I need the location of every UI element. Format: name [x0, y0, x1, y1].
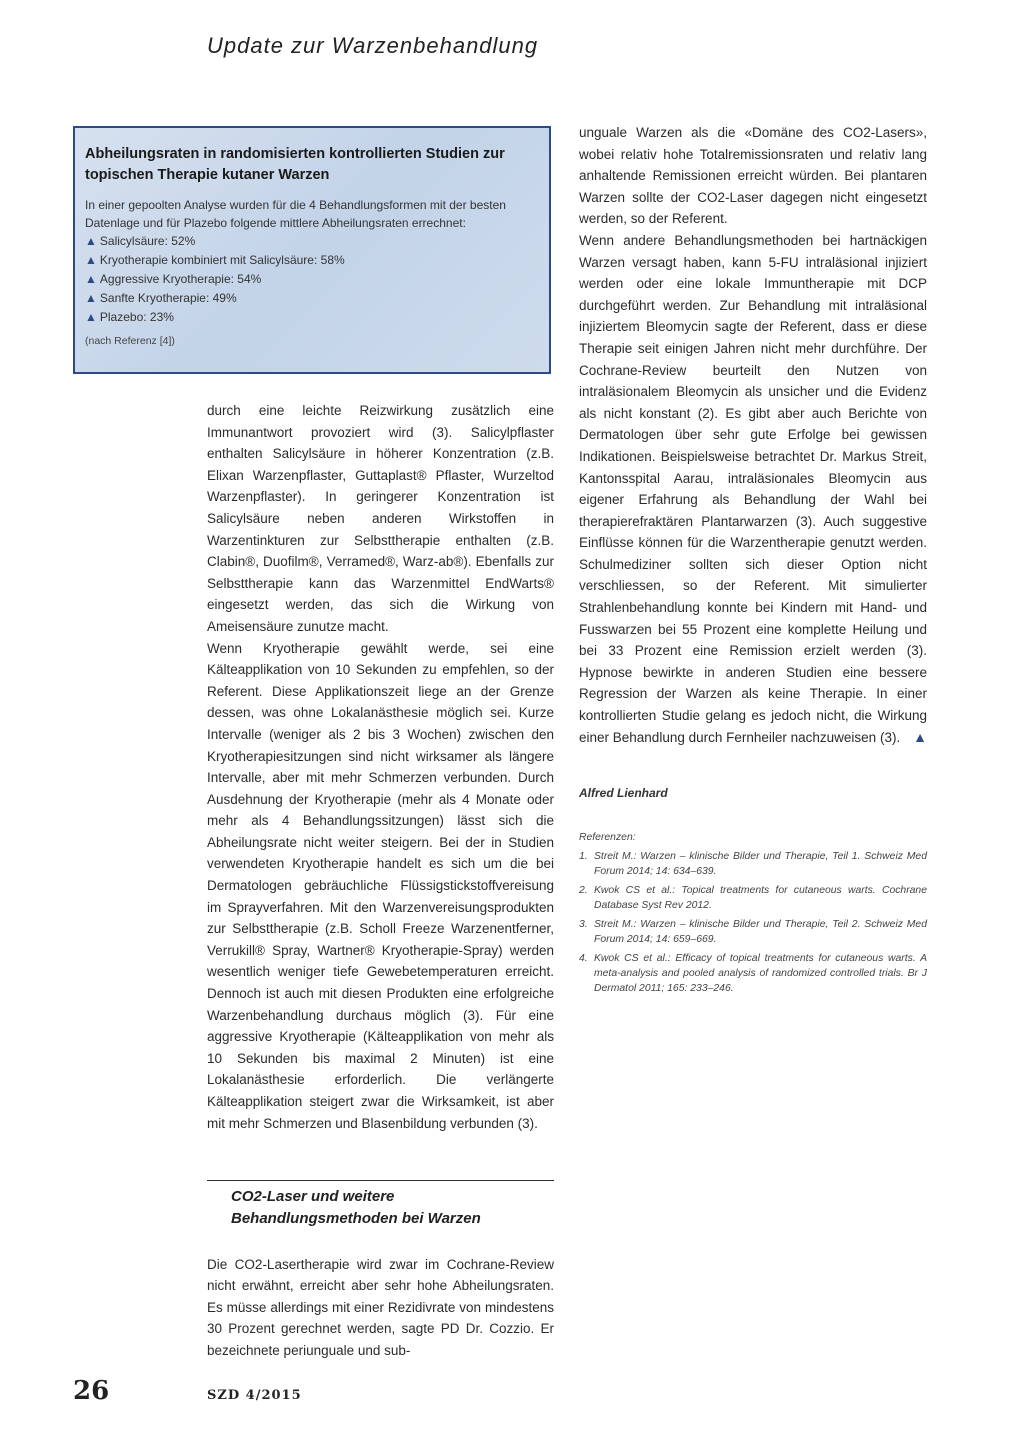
- triangle-up-icon: ▲: [913, 728, 927, 745]
- section-heading: CO2-Laser und weitere Behandlungsmethoden bei Warzen: [231, 1188, 481, 1227]
- body-paragraph: Die CO2-Lasertherapie wird zwar im Cochrane-Review nicht erwähnt, erreicht aber sehr hohe Abheilungsraten. Es müsse allerdings mit einer Rezidivrate von mindestens 30 Prozent gerechnet werden, sagte PD Dr. Cozzio. Er bezeichnete periunguale und sub-: [207, 1256, 554, 1358]
- reference-item: 1. Streit M.: Warzen – klinische Bilder und Therapie, Teil 1. Schweiz Med Forum 2014; 14: 634–639.: [579, 851, 927, 877]
- triangle-up-icon: ▲: [85, 291, 97, 305]
- body-paragraph: durch eine leichte Reizwirkung zusätzlich eine Immunantwort provoziert wird (3). Salicylpflaster enthalten Salicylsäure in höherer Konzentration (z.B. Elixan Warzenpflaster, Guttaplast® Pflaster, Wurzeltod Warzenpflaster). In geringerer Konzentration ist Salicylsäure neben anderen Wirkstoffen in Warzentinkturen zur Selbsttherapie enthalten (z.B. Clabin®, Duofilm®, Verramed®, Warz-ab®). Ebenfalls zur Selbsttherapie kann das Warzenmittel EndWarts® eingesetzt werden, das sich die Wirkung von Ameisensäure zunutze macht.: [207, 403, 554, 634]
- body-paragraph: Wenn Kryotherapie gewählt werde, sei eine Kälteapplikation von 10 Sekunden zu empfehlen, so der Referent. Diese Applikationszeit liege an der Grenze dessen, was ohne Lokalanästhesie möglich sei. Kurze Intervalle (weniger als 2 bis 3 Wochen) zwischen den Kryotherapiesitzungen sind nicht wirksamer als längere Intervalle, aber mit mehr Schmerzen verbunden. Durch Ausdehnung der Kryotherapie (mehr als 4 Monate oder mehr als 4 Behandlungssitzungen) lässt sich die Abheilungsrate nicht weiter steigern. Bei der in Studien verwendeten Kryotherapie handelt es sich um die bei Dermatologen gebräuchliche Flüssigstickstoffvereisung im Sprayverfahren. Mit den Warzenvereisungsprodukten zur Selbsttherapie (z.B. Scholl Freeze Warzenentferner, Verrukill® Spray, Wartner® Kryotherapie-Spray) werden wesentlich weniger tiefe Gewebetemperaturen erreicht. Dennoch ist auch mit diesen Produkten eine erfolgreiche Warzenbehandlung durchaus möglich (3). Für eine aggressive Kryotherapie (Kälteapplikation von mehr als 10 Sekunden bis maximal 2 Minuten) ist eine Lokalanästhesie erforderlich. Die verlängerte Kälteapplikation steigert zwar die Wirksamkeit, ist aber mit mehr Schmerzen und Blasenbildung verbunden (3).: [207, 640, 554, 1131]
- triangle-up-icon: ▲: [85, 310, 97, 324]
- left-column: [207, 400, 554, 1134]
- list-item: ▲ Aggressive Kryotherapie: 54%: [85, 272, 262, 286]
- info-box-list: [85, 232, 539, 327]
- list-item: ▲ Sanfte Kryotherapie: 49%: [85, 291, 237, 305]
- references-list: [579, 849, 927, 996]
- info-box-title: Abheilungsraten in randomisierten kontrollierten Studien zur topischen Therapie kutaner Warzen: [85, 146, 505, 183]
- info-box: [73, 126, 551, 374]
- page-number: 26: [73, 1376, 110, 1406]
- reference-item: 4. Kwok CS et al.: Efficacy of topical treatments for cutaneous warts. A meta-analysis and pooled analysis of randomized controlled trials. Br J Dermatol 2011; 165: 233–246.: [579, 953, 927, 994]
- list-item: ▲ Salicylsäure: 52%: [85, 234, 196, 248]
- triangle-up-icon: ▲: [85, 253, 97, 267]
- list-item: ▲ Kryotherapie kombiniert mit Salicylsäure: 58%: [85, 253, 345, 267]
- list-item: ▲ Plazebo: 23%: [85, 310, 174, 324]
- running-header: Update zur Warzenbehandlung: [207, 33, 539, 58]
- body-paragraph: unguale Warzen als die «Domäne des CO2-Lasers», wobei relativ hohe Totalremissionsraten und relativ lang anhaltende Remissionen erreicht würden. Bei plantaren Warzen sollte der CO2-Laser dagegen nicht eingesetzt werden, so der Referent.: [579, 125, 927, 227]
- section-divider: [207, 1180, 554, 1181]
- references-label: Referenzen:: [579, 832, 636, 843]
- journal-issue: SZD 4/2015: [207, 1388, 302, 1403]
- right-column: [579, 122, 927, 748]
- info-box-reference: (nach Referenz [4]): [85, 335, 175, 347]
- author-name: Alfred Lienhard: [579, 786, 668, 800]
- references: [579, 830, 927, 1000]
- body-paragraph: Wenn andere Behandlungsmethoden bei hartnäckigen Warzen versagt haben, kann 5-FU intraläsional injiziert werden oder eine lokale Immuntherapie mit DCP durchgeführt werden. Zur Behandlung mit intraläsional injiziertem Bleomycin sagte der Referent, dass er diese Therapie seit einigen Jahren nicht mehr durchführe. Der Cochrane-Review beurteilt den Nutzen von intraläsionalem Bleomycin als unsicher und die Evidenz als nicht konstant (2). Es gibt aber auch Berichte von Dermatologen über sehr gute Erfolge bei gewissen Indikationen. Beispielsweise betrachtet Dr. Markus Streit, Kantonsspital Aarau, intraläsionales Bleomycin aus eigener Erfahrung als Behandlung der Wahl bei therapierefraktären Plantarwarzen (3). Auch suggestive Einflüsse können für die Warzentherapie genutzt werden. Schulmediziner sollten sich dieser Option nicht verschliessen, so der Referent. Mit simulierter Strahlenbehandlung konnte bei Kindern mit Hand- und Fusswarzen bei 55 Prozent eine komplette Heilung und bei 33 Prozent eine Remission erzielt werden (3). Hypnose bewirkte in anderen Studien eine bessere Regression der Warzen als keine Therapie. In einer kontrollierten Studie gelang es jedoch nicht, die Wirkung einer Behandlung durch Fernheiler nachzuweisen (3). ▲: [579, 230, 927, 748]
- reference-item: 2. Kwok CS et al.: Topical treatments for cutaneous warts. Cochrane Database Syst Rev 2012.: [579, 885, 927, 911]
- section-body: [207, 1240, 554, 1375]
- info-box-intro: In einer gepoolten Analyse wurden für die 4 Behandlungsformen mit der besten Datenlage und für Plazebo folgende mittlere Abheilungsraten errechnet:: [85, 198, 506, 230]
- reference-item: 3. Streit M.: Warzen – klinische Bilder und Therapie, Teil 2. Schweiz Med Forum 2014; 14: 659–669.: [579, 919, 927, 945]
- triangle-up-icon: ▲: [85, 234, 97, 248]
- triangle-up-icon: ▲: [85, 272, 97, 286]
